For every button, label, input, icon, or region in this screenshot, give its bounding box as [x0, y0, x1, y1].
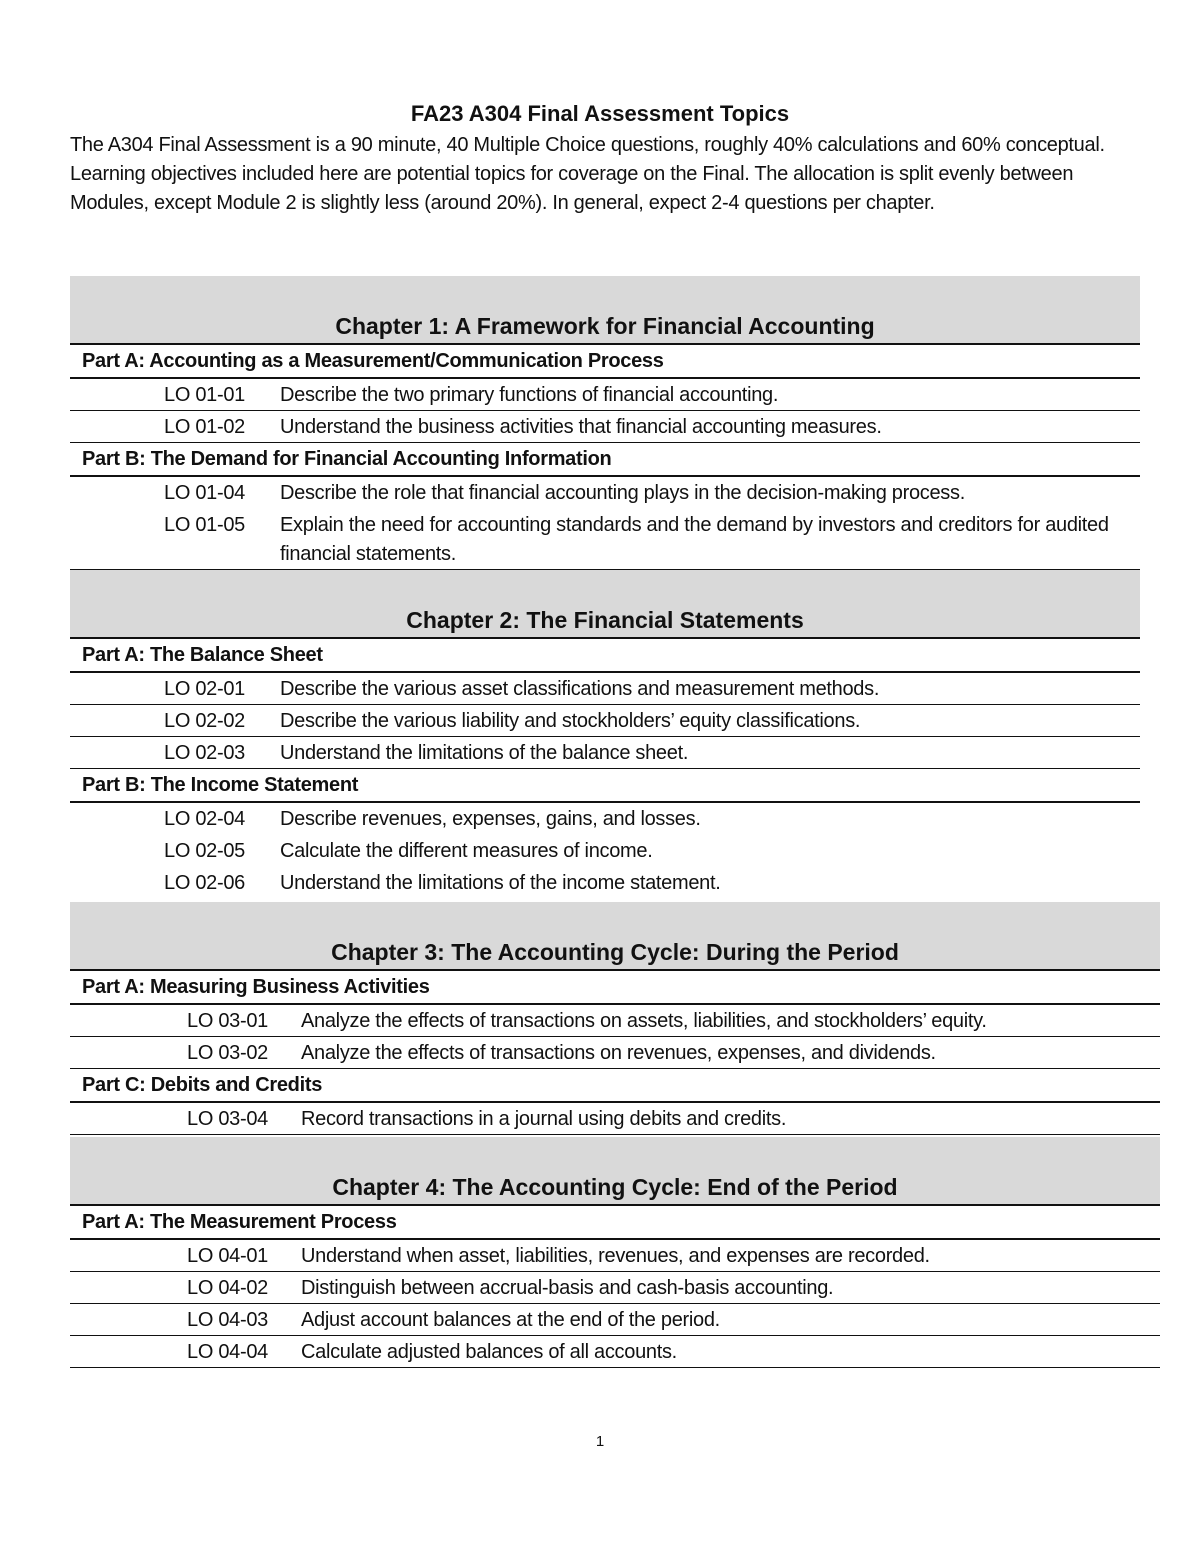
lo-code: LO 03-01 — [187, 1010, 268, 1032]
lo-code: LO 02-04 — [164, 808, 245, 830]
lo-description: Understand the limitations of the balance sheet. — [280, 742, 689, 764]
intro-paragraph: The A304 Final Assessment is a 90 minute, 40 Multiple Choice questions, roughly 40% calculations and 60% conceptual. Learning objectives included here are potential topics for coverage on the Final. The allocation is split evenly between Modules, except Module 2 is slightly less (around 20%). In general, expect 2-4 questions per chapter. — [70, 134, 1105, 214]
lo-description: Calculate adjusted balances of all accounts. — [301, 1341, 677, 1363]
lo-description: Explain the need for accounting standards and the demand by investors and creditors for audited financial statements. — [280, 514, 1109, 565]
document-title: FA23 A304 Final Assessment Topics — [410, 101, 790, 126]
lo-description: Analyze the effects of transactions on assets, liabilities, and stockholders’ equity. — [301, 1010, 987, 1032]
chapter-heading: Chapter 2: The Financial Statements — [70, 570, 1140, 639]
lo-description: Understand the business activities that financial accounting measures. — [280, 416, 882, 438]
learning-objective-row — [70, 1103, 1160, 1135]
lo-description: Describe revenues, expenses, gains, and losses. — [280, 808, 701, 830]
lo-code: LO 04-04 — [187, 1341, 268, 1363]
lo-description: Understand when asset, liabilities, revenues, and expenses are recorded. — [301, 1245, 930, 1267]
learning-objective-row — [70, 1336, 1160, 1368]
page-number: 1 — [595, 1433, 605, 1450]
topics-table-chapters-3-4 — [70, 902, 1160, 1368]
learning-objective-row — [70, 1304, 1160, 1336]
lo-code: LO 04-01 — [187, 1245, 268, 1267]
learning-objective-row — [70, 411, 1140, 443]
chapter-heading: Chapter 1: A Framework for Financial Accounting — [70, 276, 1140, 345]
learning-objective-row — [70, 673, 1140, 705]
chapter-heading: Chapter 4: The Accounting Cycle: End of the Period — [70, 1137, 1160, 1206]
topics-table-chapters-1-2 — [70, 276, 1140, 899]
lo-code: LO 04-03 — [187, 1309, 268, 1331]
learning-objective-row — [70, 835, 1140, 867]
lo-code: LO 02-05 — [164, 840, 245, 862]
lo-description: Describe the various asset classifications and measurement methods. — [280, 678, 880, 700]
part-heading: Part A: Measuring Business Activities — [70, 971, 1160, 1005]
lo-description: Describe the two primary functions of financial accounting. — [280, 384, 779, 406]
learning-objective-row — [70, 477, 1140, 509]
lo-code: LO 02-02 — [164, 710, 245, 732]
learning-objective-row — [70, 1240, 1160, 1272]
lo-description: Record transactions in a journal using debits and credits. — [301, 1108, 787, 1130]
lo-description: Calculate the different measures of income. — [280, 840, 653, 862]
lo-description: Distinguish between accrual-basis and cash-basis accounting. — [301, 1277, 834, 1299]
lo-description: Adjust account balances at the end of the period. — [301, 1309, 720, 1331]
learning-objective-row — [70, 379, 1140, 411]
learning-objective-row — [70, 1272, 1160, 1304]
lo-code: LO 03-02 — [187, 1042, 268, 1064]
lo-code: LO 01-02 — [164, 416, 245, 438]
part-heading: Part A: The Measurement Process — [70, 1206, 1160, 1240]
learning-objective-row — [70, 803, 1140, 835]
lo-code: LO 02-03 — [164, 742, 245, 764]
lo-code: LO 03-04 — [187, 1108, 268, 1130]
chapter-heading: Chapter 3: The Accounting Cycle: During the Period — [70, 902, 1160, 971]
learning-objective-row — [70, 1037, 1160, 1069]
learning-objective-row — [70, 705, 1140, 737]
part-heading: Part C: Debits and Credits — [70, 1069, 1160, 1103]
lo-code: LO 01-05 — [164, 514, 245, 536]
learning-objective-row — [70, 867, 1140, 899]
part-heading: Part B: The Income Statement — [70, 769, 1140, 803]
learning-objective-row — [70, 1005, 1160, 1037]
lo-description: Describe the role that financial accounting plays in the decision-making process. — [280, 482, 965, 504]
lo-description: Understand the limitations of the income statement. — [280, 872, 721, 894]
lo-code: LO 01-01 — [164, 384, 245, 406]
lo-code: LO 02-01 — [164, 678, 245, 700]
part-heading: Part A: The Balance Sheet — [70, 639, 1140, 673]
lo-code: LO 01-04 — [164, 482, 245, 504]
lo-code: LO 04-02 — [187, 1277, 268, 1299]
learning-objective-row — [70, 737, 1140, 769]
lo-description: Describe the various liability and stockholders’ equity classifications. — [280, 710, 861, 732]
lo-code: LO 02-06 — [164, 872, 245, 894]
part-heading: Part B: The Demand for Financial Accounting Information — [70, 443, 1140, 477]
part-heading: Part A: Accounting as a Measurement/Communication Process — [70, 345, 1140, 379]
lo-description: Analyze the effects of transactions on revenues, expenses, and dividends. — [301, 1042, 936, 1064]
learning-objective-row — [70, 509, 1140, 570]
